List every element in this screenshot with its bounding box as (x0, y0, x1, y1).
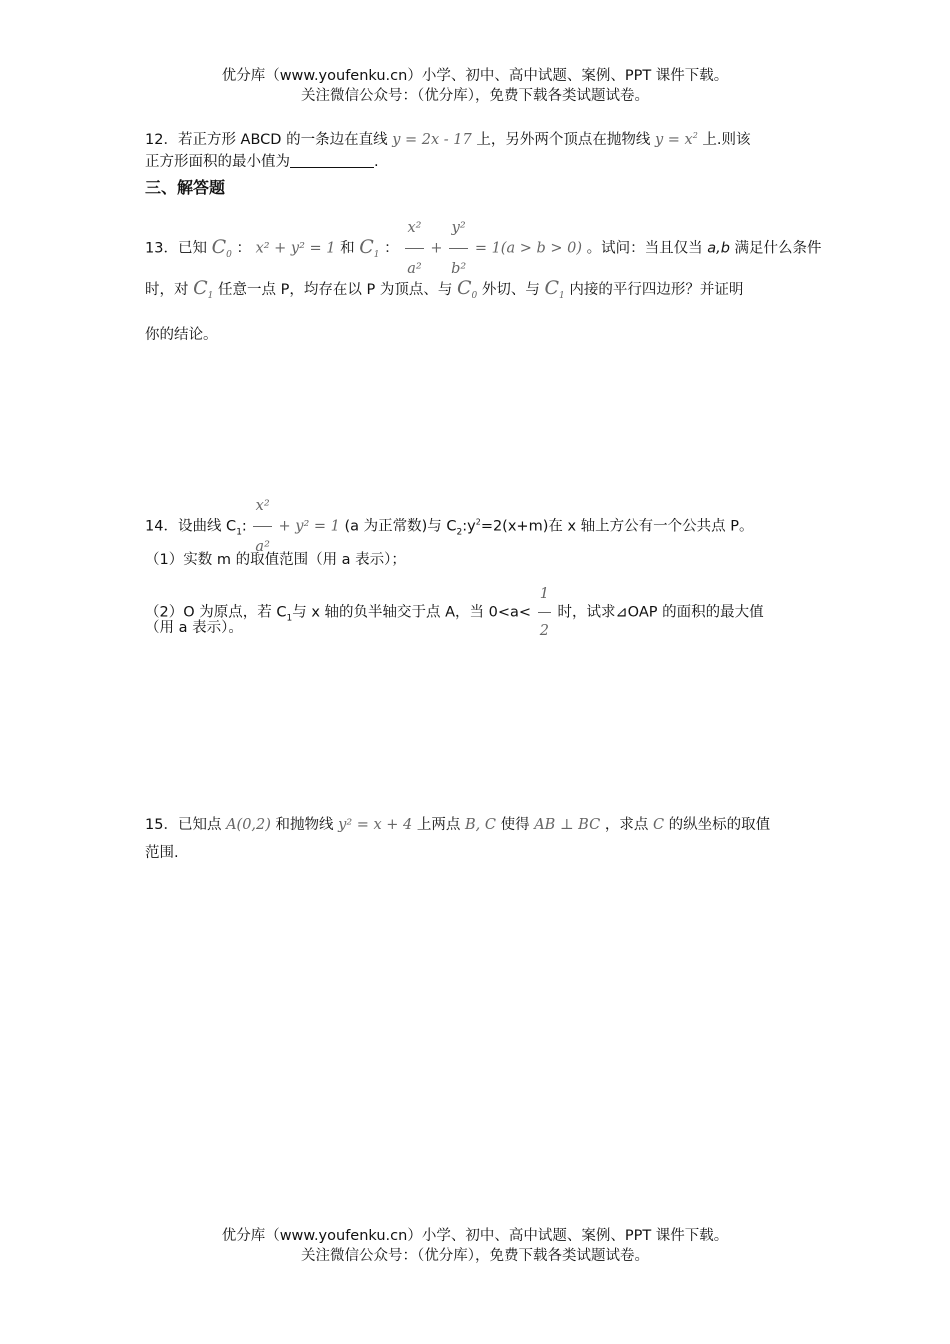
q15-line-2: 范围. (145, 845, 179, 861)
header-line-2: 关注微信公众号：（优分库），免费下载各类试题试卷。 (301, 88, 649, 104)
q12-line-1: 12．若正方形 ABCD 的一条边在直线 y = 2x - 17 上，另外两个顶点在抛物线 $y = x^2$ 上.则该 (145, 131, 751, 148)
answer-blank (290, 153, 374, 168)
fraction-one-half: $\frac{1}{2}$ (538, 576, 551, 649)
curve-c1: $C_1$ (193, 277, 214, 301)
q12-line-equation: y = 2x - 17 (392, 132, 472, 148)
curve-c0: $C_0$ (211, 235, 232, 260)
section-heading: 三、解答题 (145, 178, 226, 197)
q14-part-2: （2）O 为原点，若 $C_1$与 x 轴的负半轴交于点 A，当 0<a< $\frac{1}{2}$ 时，试求⊿OAP 的面积的最大值 (145, 576, 810, 649)
q13-line-2: 时，对 $C_1$ 任意一点 P，均存在以 P 为顶点、与 $C_0$ 外切、与 $C_1$ 内接的平行四边形？并证明 (145, 277, 744, 301)
point-a: A(0,2) (226, 817, 271, 833)
footer-line-2: 关注微信公众号：（优分库），免费下载各类试题试卷。 (301, 1248, 649, 1264)
q12-parabola-equation: $y = x^2$ (654, 131, 698, 148)
fraction-x2-a2: $\frac{\text{x²}}{\text{a²}}$ (253, 486, 271, 567)
point-c: C (652, 817, 665, 833)
fraction-x2-a2: $\frac{\text{x²}}{\text{a²}}$ (405, 208, 423, 289)
header-line-1: 优分库（www.youfenku.cn）小学、初中、高中试题、案例、PPT 课件下载。 (221, 68, 729, 84)
parabola-equation: y² = x + 4 (338, 817, 413, 833)
q14-part-2-cont: （用 a 表示）。 (145, 620, 243, 636)
q15-line-1: 15．已知点 A(0,2) 和抛物线 y² = x + 4 上两点 B, C 使得 AB ⊥ BC ，求点 C 的纵坐标的取值 (145, 817, 771, 833)
q12-line-2: 正方形面积的最小值为 . (145, 154, 379, 170)
params-ab: a,b (707, 240, 730, 257)
curve-c1: $C_1$ (544, 277, 565, 301)
fraction-y2-b2: $\frac{\text{y²}}{\text{b²}}$ (449, 208, 468, 289)
curve-c1-equation: + y² = 1 (278, 518, 340, 535)
points-bc: B, C (465, 817, 496, 833)
curve-c0: $C_0$ (456, 277, 478, 301)
q14-part-1: （1）实数 m 的取值范围（用 a 表示）； (145, 552, 406, 568)
perpendicular-condition: AB ⊥ BC (534, 817, 601, 833)
ellipse-condition: = 1(a > b > 0) (474, 240, 582, 257)
q14-line-1: 14．设曲线 $C_1$: $\frac{\text{x²}}{\text{a²}}$ + y² = 1 (a 为正常数)与 $C_2:y^2=2(x+m)$在 x 轴上方公有一个公共点 P。 (145, 486, 810, 567)
curve-c1: $C_1$ (359, 235, 380, 260)
footer-line-1: 优分库（www.youfenku.cn）小学、初中、高中试题、案例、PPT 课件下载。 (221, 1228, 729, 1244)
q13-line-3: 你的结论。 (145, 327, 218, 343)
q13-line-1: 13．已知 $C_0$ ： x² + y² = 1 和 $C_1$ ： $\frac{\text{x²}}{\text{a²}}$ + $\frac{\text{y²}}{\text{b²}}$ = 1(a > b > 0) 。试问：当且仅当 a,b 满足什么条件 (145, 208, 810, 289)
circle-equation: x² + y² = 1 (255, 240, 336, 257)
